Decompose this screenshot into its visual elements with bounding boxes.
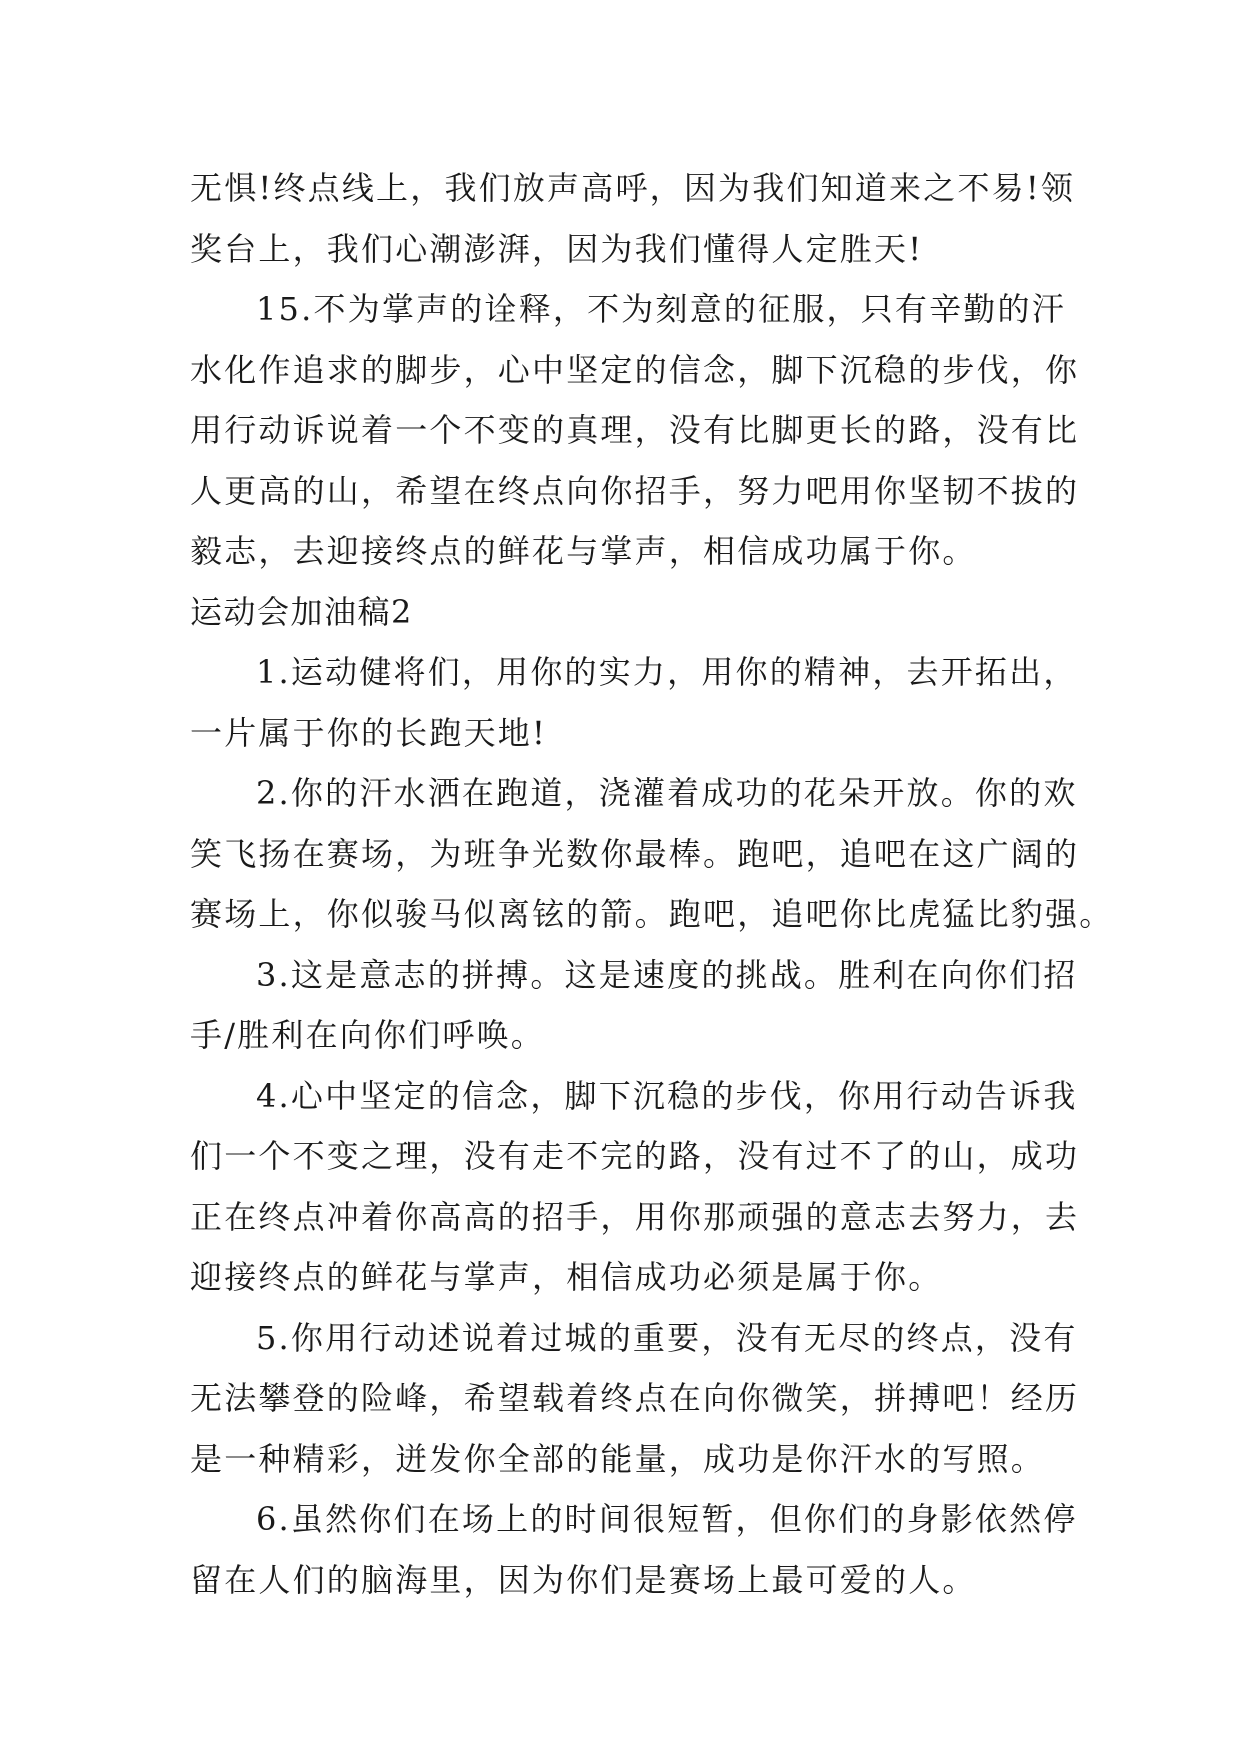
continued-paragraph xyxy=(190,158,1076,279)
list-item-4 xyxy=(190,1066,1080,1308)
paragraph-line: 正在终点冲着你高高的招手，用你那顽强的意志去努力，去 xyxy=(190,1197,1080,1236)
paragraph-line: 毅志，去迎接终点的鲜花与掌声，相信成功属于你。 xyxy=(190,532,977,570)
list-item-3 xyxy=(190,945,1078,1066)
paragraph-line: 们一个不变之理，没有走不完的路，没有过不了的山，成功 xyxy=(190,1137,1080,1175)
paragraph-15 xyxy=(190,279,1080,582)
paragraph-line: 手/胜利在向你们呼唤。 xyxy=(190,1016,545,1054)
paragraph-line: 1.运动健将们，用你的实力，用你的精神，去开拓出， xyxy=(256,653,1078,691)
paragraph-line: 赛场上，你似骏马似离铉的箭。跑吧，追吧你比虎猛比豹强。 xyxy=(190,895,1114,933)
document-body xyxy=(190,158,1114,1610)
paragraph-line: 奖台上，我们心潮澎湃，因为我们懂得人定胜天! xyxy=(190,229,924,268)
paragraph-line: 迎接终点的鲜花与掌声，相信成功必须是属于你。 xyxy=(190,1258,943,1296)
list-item-2 xyxy=(190,763,1114,945)
paragraph-line: 5.你用行动述说着过城的重要，没有无尽的终点，没有 xyxy=(256,1318,1078,1357)
list-item-1 xyxy=(190,642,1078,763)
paragraph-line: 无法攀登的险峰，希望载着终点在向你微笑，拼搏吧！经历 xyxy=(190,1379,1080,1417)
paragraph-line: 笑飞扬在赛场，为班争光数你最棒。跑吧，追吧在这广阔的 xyxy=(190,834,1080,873)
paragraph-line: 6.虽然你们在场上的时间很短暂，但你们的身影依然停 xyxy=(256,1500,1078,1538)
paragraph-line: 一片属于你的长跑天地! xyxy=(190,713,548,752)
paragraph-line: 4.心中坚定的信念，脚下沉稳的步伐，你用行动告诉我 xyxy=(256,1076,1078,1115)
paragraph-line: 无惧!终点线上，我们放声高呼，因为我们知道来之不易!领 xyxy=(190,169,1076,207)
paragraph-line: 3.这是意志的拼搏。这是速度的挑战。胜利在向你们招 xyxy=(256,955,1078,994)
section-heading: 运动会加油稿2 xyxy=(190,592,413,631)
paragraph-line: 用行动诉说着一个不变的真理，没有比脚更长的路，没有比 xyxy=(190,411,1080,449)
paragraph-line: 2.你的汗水洒在跑道，浇灌着成功的花朵开放。你的欢 xyxy=(256,774,1078,812)
list-item-5 xyxy=(190,1308,1080,1490)
paragraph-line: 留在人们的脑海里，因为你们是赛场上最可爱的人。 xyxy=(190,1560,977,1599)
paragraph-line: 水化作追求的脚步，心中坚定的信念，脚下沉稳的步伐，你 xyxy=(190,350,1080,389)
paragraph-line: 15.不为掌声的诠释，不为刻意的征服，只有辛勤的汗 xyxy=(256,290,1066,328)
paragraph-line: 人更高的山，希望在终点向你招手，努力吧用你坚韧不拔的 xyxy=(190,471,1080,510)
list-item-6 xyxy=(190,1489,1078,1610)
paragraph-line: 是一种精彩，迸发你全部的能量，成功是你汗水的写照。 xyxy=(190,1439,1046,1478)
